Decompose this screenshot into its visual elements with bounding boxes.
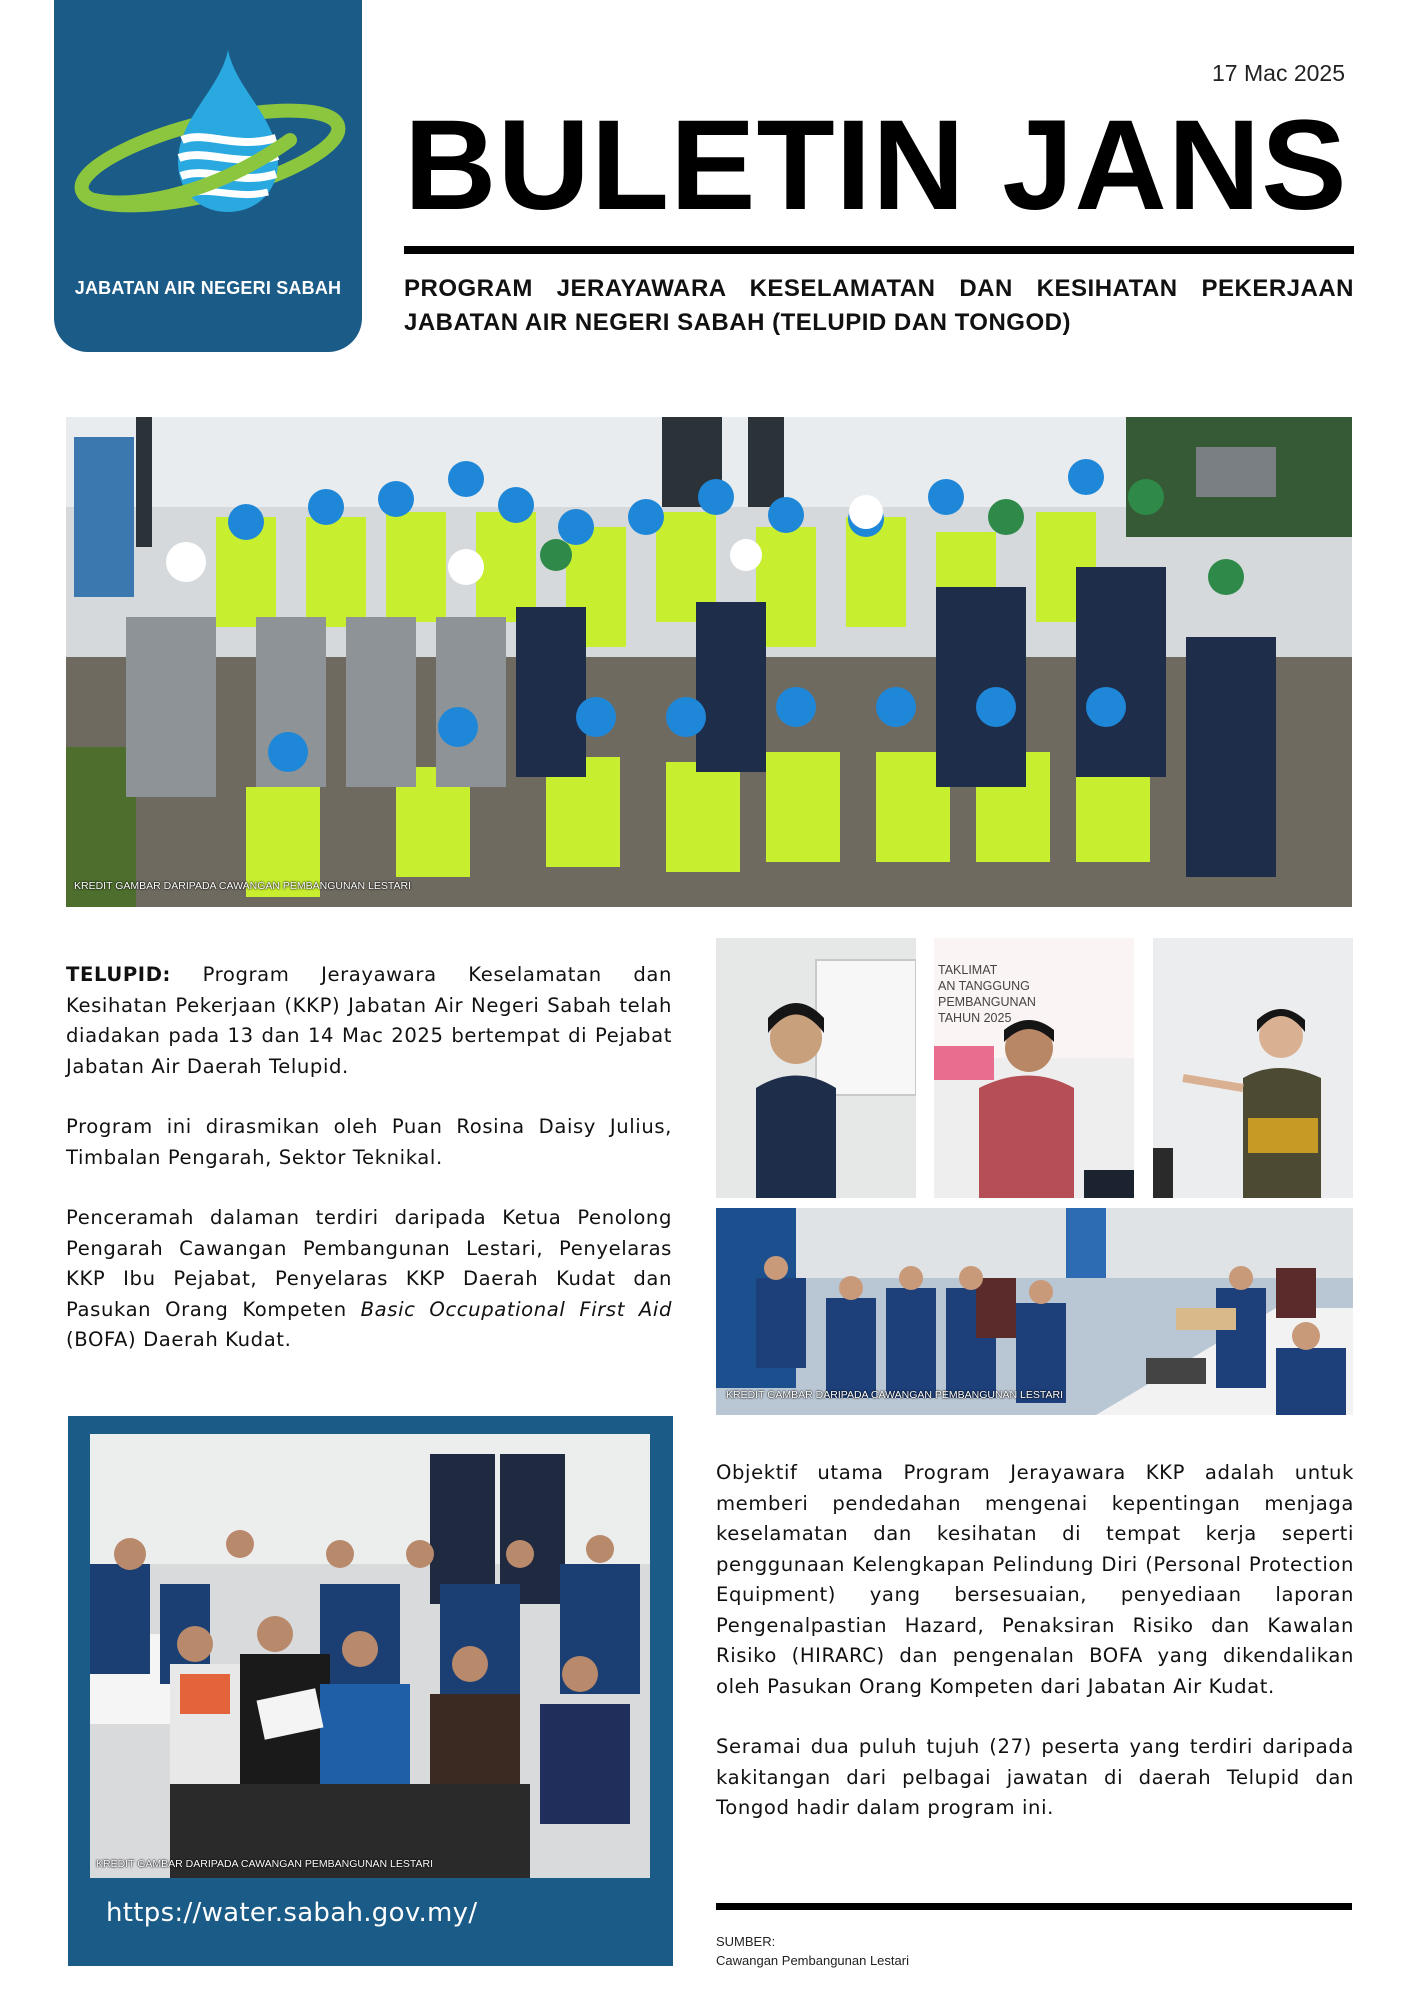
water-drop-logo-icon bbox=[70, 40, 350, 240]
article-paragraph-1 bbox=[66, 960, 672, 1082]
article-paragraph-2: Program ini dirasmikan oleh Puan Rosina Daisy Julius, Timbalan Pengarah, Sektor Teknikal. bbox=[66, 1115, 672, 1169]
article-paragraph-4: Objektif utama Program Jerayawara KKP adalah untuk memberi pendedahan mengenai kepentingan menjaga keselamatan dan kesihatan di tempat kerja seperti penggunaan Kelengkapan Pelindung Diri (Personal Protection Equipment) yang bersesuaian, penyediaan laporan Pengenalpastian Hazard, Penaksiran Risiko dan Kawalan Risiko (HIRARC) dan pengenalan BOFA yang dikendalikan oleh Pasukan Orang Kompeten dari Jabatan Air Kudat. bbox=[716, 1461, 1354, 1698]
briefing-photo-credit: KREDIT GAMBAR DARIPADA CAWANGAN PEMBANGUNAN LESTARI bbox=[96, 1858, 434, 1870]
briefing-photo bbox=[90, 1434, 650, 1878]
website-box bbox=[68, 1416, 673, 1966]
dateline-label: TELUPID: bbox=[66, 963, 171, 986]
paragraph-3-italic: Basic Occupational First Aid bbox=[360, 1297, 672, 1321]
speaker-photo-2 bbox=[934, 938, 1134, 1198]
article-right-column bbox=[716, 1458, 1354, 1854]
article-paragraph-5: Seramai dua puluh tujuh (27) peserta yang terdiri daripada kakitangan dari pelbagai jawatan di daerah Telupid dan Tongod hadir dalam program ini. bbox=[716, 1735, 1354, 1819]
paragraph-3-text-b: (BOFA) Daerah Kudat. bbox=[66, 1328, 292, 1351]
issue-date: 17 Mac 2025 bbox=[1212, 60, 1345, 86]
bulletin-title: BULETIN JANS bbox=[404, 94, 1348, 237]
source-label: SUMBER: bbox=[716, 1934, 776, 1949]
source-block bbox=[716, 1932, 909, 1970]
logo-label: JABATAN AIR NEGERI SABAH bbox=[74, 278, 342, 298]
slide-line-3: PEMBANGUNAN bbox=[938, 995, 1036, 1009]
article-headline: PROGRAM JERAYAWARA KESELAMATAN DAN KESIHATAN PEKERJAAN JABATAN AIR NEGERI SABAH (TELUPID DAN TONGOD) bbox=[404, 275, 1354, 336]
hero-photo-credit: KREDIT GAMBAR DARIPADA CAWANGAN PEMBANGUNAN LESTARI bbox=[74, 880, 412, 892]
slide-line-2: AN TANGGUNG bbox=[938, 979, 1030, 993]
footer-divider bbox=[716, 1903, 1352, 1910]
paragraph-1-text: Program Jerayawara Keselamatan dan Kesihatan Pekerjaan (KKP) Jabatan Air Negeri Sabah telah diadakan pada 13 dan 14 Mac 2025 bertempat di Pejabat Jabatan Air Daerah Telupid. bbox=[66, 963, 672, 1078]
participants-photo bbox=[716, 1208, 1353, 1415]
hero-group-photo bbox=[66, 417, 1352, 907]
article-paragraph-3 bbox=[66, 1203, 672, 1356]
slide-line-1: TAKLIMAT bbox=[938, 963, 998, 977]
participants-photo-credit: KREDIT GAMBAR DARIPADA CAWANGAN PEMBANGUNAN LESTARI bbox=[726, 1389, 1064, 1401]
title-divider bbox=[404, 246, 1354, 254]
slide-line-4: TAHUN 2025 bbox=[938, 1011, 1012, 1025]
website-link[interactable]: https://water.sabah.gov.my/ bbox=[106, 1898, 478, 1928]
speaker-photo-3 bbox=[1153, 938, 1353, 1198]
speaker-photo-1 bbox=[716, 938, 916, 1198]
paragraph-3-text-a: Penceramah dalaman terdiri daripada Ketua Penolong Pengarah Cawangan Pembangunan Lestari, Penyelaras KKP Ibu Pejabat, Penyelaras KKP Daerah Kudat dan Pasukan Orang Kompeten bbox=[66, 1206, 672, 1321]
logo-panel bbox=[54, 0, 362, 352]
article-left-column bbox=[66, 960, 672, 1386]
source-value: Cawangan Pembangunan Lestari bbox=[716, 1953, 909, 1968]
